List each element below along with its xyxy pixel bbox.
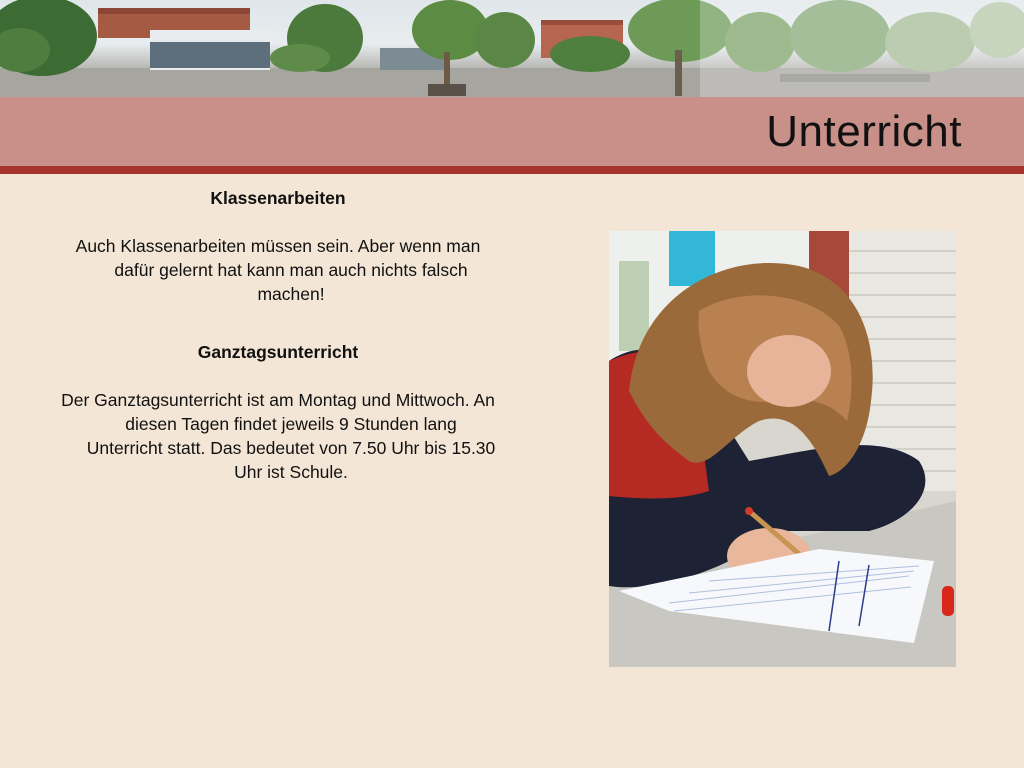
student-writing-photo — [609, 231, 956, 667]
section-heading-ganztagsunterricht: Ganztagsunterricht — [197, 342, 359, 362]
section-heading-klassenarbeiten: Klassenarbeiten — [210, 188, 346, 208]
title-bar — [0, 97, 1024, 166]
section-text-klassenarbeiten: Auch Klassenarbeiten müssen sein. Aber wenn man dafür gelernt hat kann man auch nichts falsch machen! — [75, 236, 481, 304]
text-content — [60, 186, 496, 518]
school-panorama-banner — [0, 0, 1024, 97]
title-divider — [0, 166, 1024, 174]
section-text-ganztagsunterricht: Der Ganztagsunterricht ist am Montag und Mittwoch. An diesen Tagen findet jeweils 9 Stunden lang Unterricht statt. Das bedeutet von 7.50 Uhr bis 15.30 Uhr ist Schule. — [61, 390, 496, 482]
slide-title: Unterricht — [766, 107, 962, 156]
